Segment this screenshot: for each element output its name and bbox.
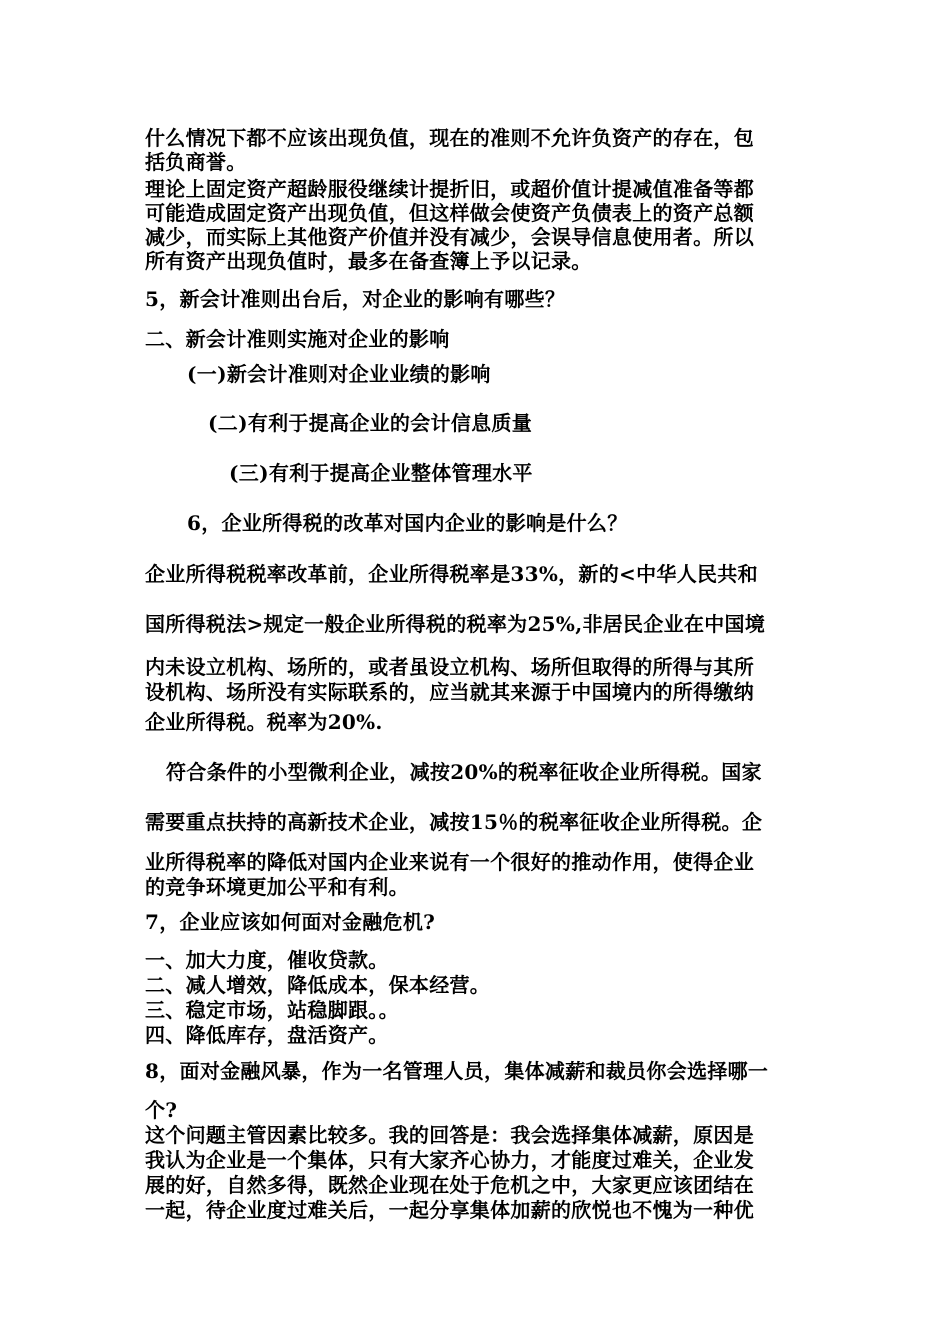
text-line: 减少，而实际上其他资产价值并没有减少，会误导信息使用者。所以 [145,225,754,249]
list-item: 四、降低库存，盘活资产。 [145,1023,389,1047]
text-line: 企业所得税。税率为20%. [145,710,383,734]
question-heading: 7，企业应该如何面对金融危机? [145,910,436,934]
text-line: 企业所得税税率改革前，企业所得税率是33%，新的<中华人民共和 [145,562,758,586]
text-line: 我认为企业是一个集体，只有大家齐心协力，才能度过难关，企业发 [145,1148,754,1172]
text-line: 国所得税法>规定一般企业所得税的税率为25%,非居民企业在中国境 [145,612,766,636]
question-heading: 5，新会计准则出台后，对企业的影响有哪些？ [145,287,566,311]
text-line: 展的好，自然多得，既然企业现在处于危机之中，大家更应该团结在 [145,1173,754,1197]
section-heading: 二、新会计准则实施对企业的影响 [145,327,450,351]
text-line: 理论上固定资产超龄服役继续计提折旧，或超价值计提减值准备等都 [145,177,754,201]
text-line: 什么情况下都不应该出现负值，现在的准则不允许负资产的存在，包 [145,126,754,150]
text-line: 可能造成固定资产出现负值，但这样做会使资产负债表上的资产总额 [145,201,754,225]
text-line: 内未设立机构、场所的，或者虽设立机构、场所但取得的所得与其所 [145,655,754,679]
question-heading: 6，企业所得税的改革对国内企业的影响是什么？ [187,511,628,535]
question-heading: 个? [145,1098,178,1122]
text-line: 的竞争环境更加公平和有利。 [145,875,409,899]
text-line: 一起，待企业度过难关后，一起分享集体加薪的欣悦也不愧为一种优 [145,1198,754,1222]
list-item: (三)有利于提高企业整体管理水平 [229,461,533,485]
text-line: 这个问题主管因素比较多。我的回答是：我会选择集体减薪，原因是 [145,1123,754,1147]
list-item: (二)有利于提高企业的会计信息质量 [208,411,533,435]
text-line: 业所得税率的降低对国内企业来说有一个很好的推动作用，使得企业 [145,850,754,874]
text-line: 所有资产出现负值时，最多在备查簿上予以记录。 [145,249,592,273]
list-item: (一)新会计准则对企业业绩的影响 [187,362,491,386]
list-item: 三、稳定市场，站稳脚跟。。 [145,998,399,1022]
text-line: 符合条件的小型微利企业，减按20%的税率征收企业所得税。国家 [166,760,762,784]
text-line: 设机构、场所没有实际联系的，应当就其来源于中国境内的所得缴纳 [145,680,754,704]
text-line: 需要重点扶持的高新技术企业，减按15％的税率征收企业所得税。企 [145,810,763,834]
list-item: 二、减人增效，降低成本，保本经营。 [145,973,491,997]
text-line: 括负商誉。 [145,150,247,174]
list-item: 一、加大力度，催收贷款。 [145,948,389,972]
question-heading: 8，面对金融风暴，作为一名管理人员，集体减薪和裁员你会选择哪一 [145,1059,769,1083]
